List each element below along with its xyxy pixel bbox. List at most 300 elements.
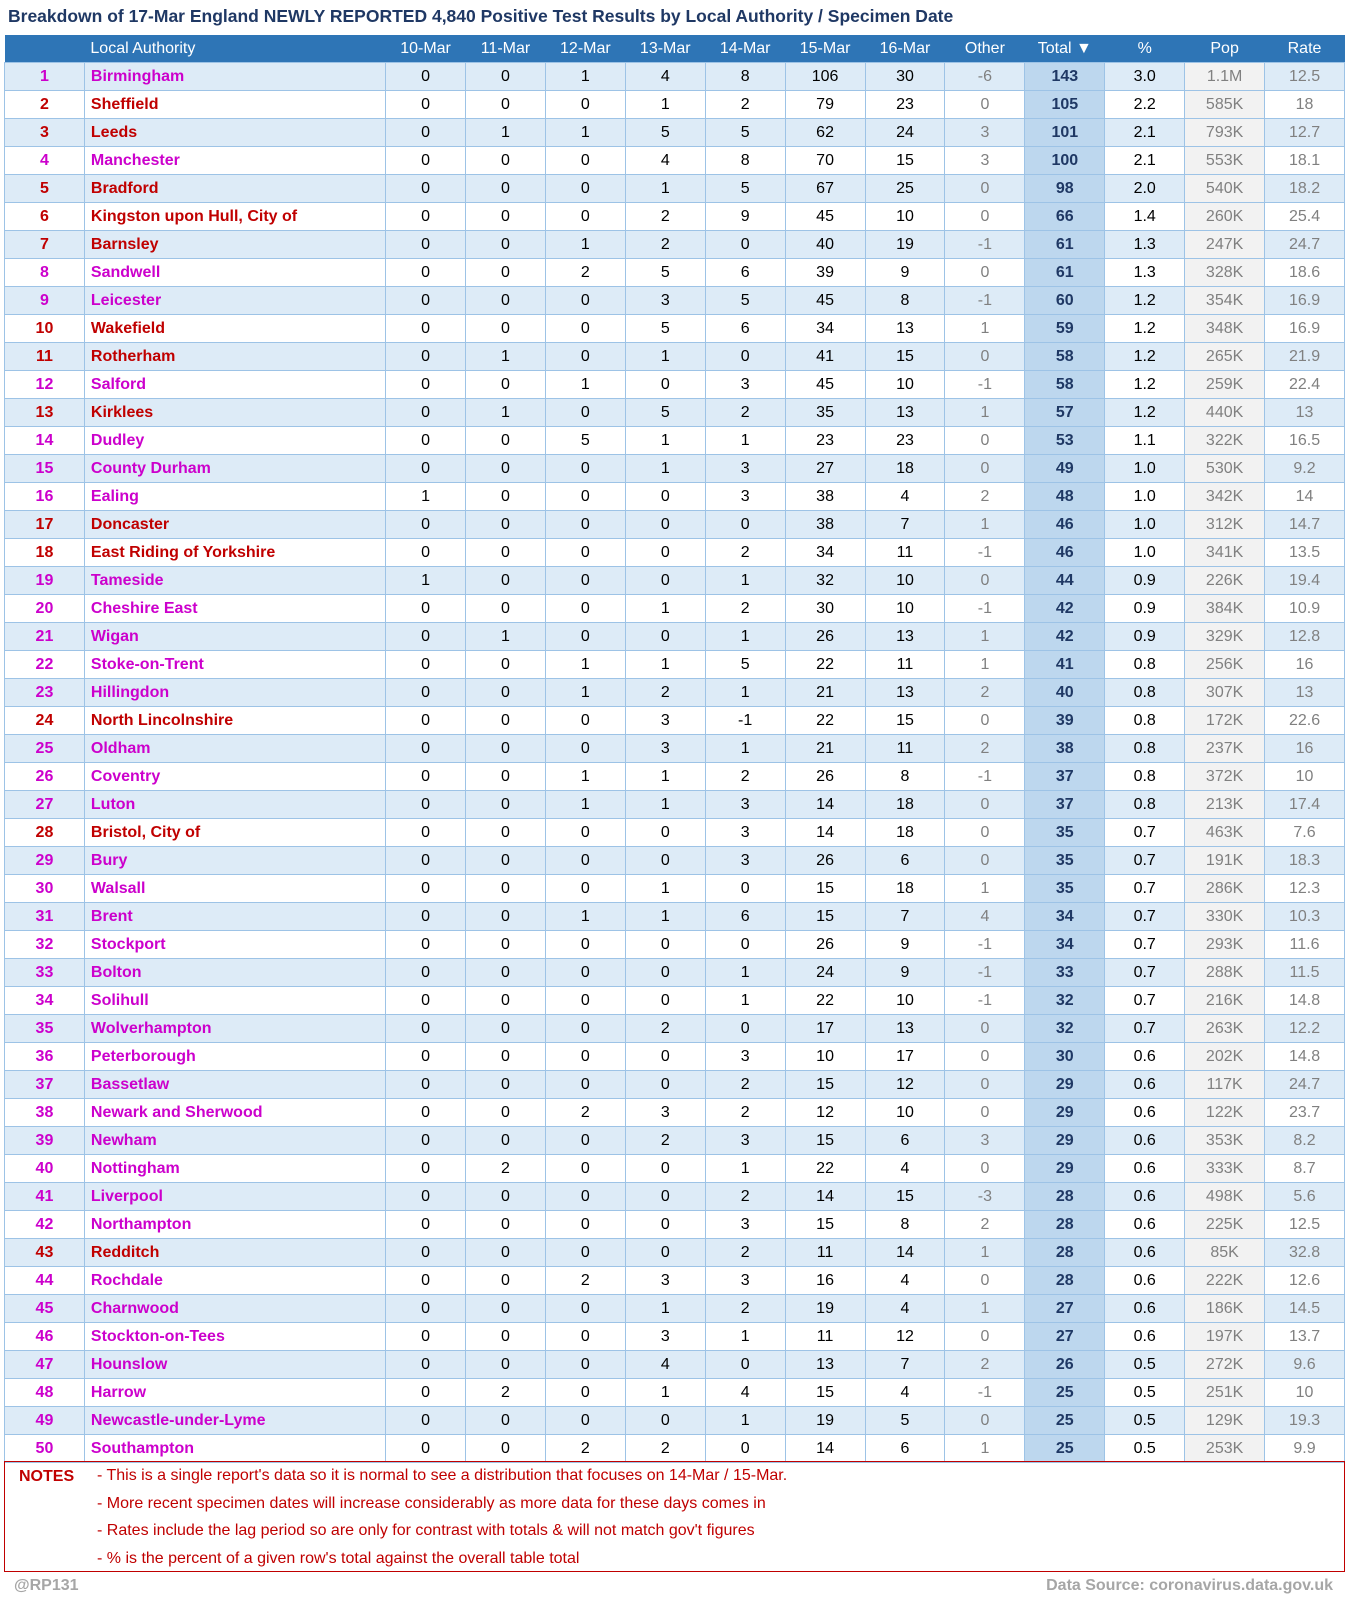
other-value: 0	[945, 1267, 1025, 1295]
day-value: 2	[705, 1295, 785, 1323]
day-value: 38	[785, 511, 865, 539]
authority-name: Doncaster	[84, 511, 385, 539]
header-12-mar[interactable]: 12-Mar	[545, 35, 625, 63]
day-value: 62	[785, 119, 865, 147]
day-value: 15	[785, 1379, 865, 1407]
day-value: 0	[545, 539, 625, 567]
day-value: 26	[785, 623, 865, 651]
percent-value: 0.8	[1105, 707, 1185, 735]
header-13-mar[interactable]: 13-Mar	[625, 35, 705, 63]
day-value: 0	[466, 1043, 546, 1071]
percent-value: 1.2	[1105, 287, 1185, 315]
rank-cell: 9	[5, 287, 85, 315]
day-value: 0	[545, 1351, 625, 1379]
day-value: 3	[625, 1267, 705, 1295]
rate-value: 8.7	[1265, 1155, 1345, 1183]
day-value: 0	[466, 1015, 546, 1043]
pop-value: 312K	[1185, 511, 1265, 539]
pop-value: 202K	[1185, 1043, 1265, 1071]
total-value: 29	[1025, 1071, 1105, 1099]
day-value: 0	[386, 959, 466, 987]
header-15-mar[interactable]: 15-Mar	[785, 35, 865, 63]
table-row	[5, 371, 1345, 399]
day-value: 0	[386, 371, 466, 399]
percent-value: 0.7	[1105, 1015, 1185, 1043]
day-value: 70	[785, 147, 865, 175]
day-value: 0	[466, 735, 546, 763]
other-value: 2	[945, 735, 1025, 763]
authority-name: Leicester	[84, 287, 385, 315]
rank-cell: 27	[5, 791, 85, 819]
day-value: 4	[625, 1351, 705, 1379]
percent-value: 0.7	[1105, 987, 1185, 1015]
rate-value: 7.6	[1265, 819, 1345, 847]
day-value: 22	[785, 651, 865, 679]
rank-cell: 36	[5, 1043, 85, 1071]
day-value: 8	[865, 1211, 945, 1239]
rank-cell: 4	[5, 147, 85, 175]
other-value: 1	[945, 1239, 1025, 1267]
rank-cell: 35	[5, 1015, 85, 1043]
other-value: -1	[945, 595, 1025, 623]
day-value: 0	[386, 63, 466, 91]
percent-value: 3.0	[1105, 63, 1185, 91]
total-value: 30	[1025, 1043, 1105, 1071]
other-value: 1	[945, 1295, 1025, 1323]
day-value: 0	[625, 567, 705, 595]
total-value: 37	[1025, 791, 1105, 819]
table-row	[5, 1127, 1345, 1155]
header-10-mar[interactable]: 10-Mar	[386, 35, 466, 63]
rank-cell: 16	[5, 483, 85, 511]
header-other[interactable]: Other	[945, 35, 1025, 63]
day-value: 0	[466, 147, 546, 175]
day-value: 1	[625, 595, 705, 623]
day-value: 10	[865, 371, 945, 399]
authority-name: East Riding of Yorkshire	[84, 539, 385, 567]
day-value: 45	[785, 203, 865, 231]
pop-value: 530K	[1185, 455, 1265, 483]
rate-value: 18.3	[1265, 847, 1345, 875]
table-row	[5, 91, 1345, 119]
total-value: 61	[1025, 259, 1105, 287]
percent-value: 1.0	[1105, 511, 1185, 539]
day-value: 21	[785, 679, 865, 707]
rank-cell: 8	[5, 259, 85, 287]
table-row	[5, 679, 1345, 707]
day-value: 34	[785, 315, 865, 343]
authority-name: Wolverhampton	[84, 1015, 385, 1043]
day-value: 0	[705, 343, 785, 371]
day-value: 2	[705, 399, 785, 427]
day-value: 0	[625, 959, 705, 987]
day-value: 0	[545, 567, 625, 595]
day-value: 9	[865, 259, 945, 287]
day-value: 5	[865, 1407, 945, 1435]
table-row	[5, 539, 1345, 567]
day-value: 0	[545, 595, 625, 623]
other-value: -6	[945, 63, 1025, 91]
pop-value: 197K	[1185, 1323, 1265, 1351]
day-value: 3	[705, 1127, 785, 1155]
day-value: 0	[466, 1183, 546, 1211]
day-value: 0	[466, 651, 546, 679]
day-value: 0	[466, 791, 546, 819]
authority-name: Luton	[84, 791, 385, 819]
other-value: 0	[945, 1407, 1025, 1435]
authority-name: Harrow	[84, 1379, 385, 1407]
authority-name: Wakefield	[84, 315, 385, 343]
day-value: 1	[625, 343, 705, 371]
day-value: 0	[466, 931, 546, 959]
rate-value: 12.8	[1265, 623, 1345, 651]
rank-cell: 22	[5, 651, 85, 679]
day-value: 17	[865, 1043, 945, 1071]
rate-value: 11.5	[1265, 959, 1345, 987]
total-value: 29	[1025, 1099, 1105, 1127]
other-value: 0	[945, 203, 1025, 231]
day-value: 0	[466, 539, 546, 567]
total-value: 35	[1025, 819, 1105, 847]
pop-value: 553K	[1185, 147, 1265, 175]
day-value: 0	[466, 259, 546, 287]
day-value: 7	[865, 1351, 945, 1379]
total-value: 58	[1025, 371, 1105, 399]
day-value: 0	[625, 819, 705, 847]
day-value: 8	[865, 763, 945, 791]
day-value: 11	[865, 735, 945, 763]
day-value: 5	[625, 399, 705, 427]
authority-name: Newham	[84, 1127, 385, 1155]
other-value: 1	[945, 651, 1025, 679]
header-11-mar[interactable]: 11-Mar	[466, 35, 546, 63]
day-value: 0	[625, 539, 705, 567]
day-value: 0	[545, 931, 625, 959]
day-value: 4	[625, 63, 705, 91]
rank-cell: 5	[5, 175, 85, 203]
rank-cell: 46	[5, 1323, 85, 1351]
pop-value: 585K	[1185, 91, 1265, 119]
day-value: 0	[466, 595, 546, 623]
day-value: 0	[386, 1435, 466, 1463]
rate-value: 10	[1265, 1379, 1345, 1407]
day-value: 4	[865, 1267, 945, 1295]
rank-cell: 40	[5, 1155, 85, 1183]
day-value: 0	[466, 315, 546, 343]
day-value: 10	[865, 1099, 945, 1127]
day-value: 0	[386, 231, 466, 259]
day-value: 1	[545, 231, 625, 259]
page-title: Breakdown of 17-Mar England NEWLY REPORTED 4,840 Positive Test Results by Local Authority / Specimen Date	[8, 6, 954, 26]
day-value: 0	[386, 119, 466, 147]
rate-value: 9.2	[1265, 455, 1345, 483]
day-value: 0	[545, 875, 625, 903]
day-value: 2	[625, 231, 705, 259]
table-row	[5, 203, 1345, 231]
rank-cell: 41	[5, 1183, 85, 1211]
total-value: 105	[1025, 91, 1105, 119]
day-value: 5	[625, 259, 705, 287]
pop-value: 440K	[1185, 399, 1265, 427]
day-value: 0	[386, 1015, 466, 1043]
day-value: 0	[386, 903, 466, 931]
percent-value: 1.0	[1105, 455, 1185, 483]
pop-value: 322K	[1185, 427, 1265, 455]
pop-value: 341K	[1185, 539, 1265, 567]
day-value: 0	[386, 511, 466, 539]
day-value: 0	[466, 1211, 546, 1239]
day-value: 79	[785, 91, 865, 119]
day-value: 4	[865, 1379, 945, 1407]
rank-cell: 31	[5, 903, 85, 931]
header-rate[interactable]: Rate	[1265, 35, 1345, 63]
day-value: 1	[545, 651, 625, 679]
table-row	[5, 959, 1345, 987]
total-value: 61	[1025, 231, 1105, 259]
rate-value: 9.6	[1265, 1351, 1345, 1379]
total-value: 58	[1025, 343, 1105, 371]
rate-value: 19.3	[1265, 1407, 1345, 1435]
day-value: 0	[466, 63, 546, 91]
day-value: 0	[545, 623, 625, 651]
day-value: 22	[785, 1155, 865, 1183]
day-value: 1	[625, 1295, 705, 1323]
rank-cell: 17	[5, 511, 85, 539]
rate-value: 12.5	[1265, 63, 1345, 91]
pop-value: 540K	[1185, 175, 1265, 203]
authority-name: Hillingdon	[84, 679, 385, 707]
rate-value: 16.9	[1265, 287, 1345, 315]
day-value: 0	[466, 763, 546, 791]
table-row	[5, 175, 1345, 203]
other-value: -1	[945, 1379, 1025, 1407]
other-value: 0	[945, 1071, 1025, 1099]
day-value: 19	[785, 1295, 865, 1323]
rank-cell: 30	[5, 875, 85, 903]
day-value: 18	[865, 819, 945, 847]
header-pop[interactable]: Pop	[1185, 35, 1265, 63]
day-value: 1	[466, 343, 546, 371]
authority-name: Dudley	[84, 427, 385, 455]
day-value: 2	[466, 1379, 546, 1407]
table-row	[5, 1099, 1345, 1127]
day-value: 8	[705, 147, 785, 175]
day-value: 3	[705, 791, 785, 819]
authority-name: Sheffield	[84, 91, 385, 119]
day-value: 0	[545, 203, 625, 231]
day-value: 5	[625, 315, 705, 343]
other-value: 0	[945, 1015, 1025, 1043]
day-value: 1	[705, 735, 785, 763]
table-row	[5, 315, 1345, 343]
rate-value: 13.7	[1265, 1323, 1345, 1351]
table-row	[5, 483, 1345, 511]
day-value: 0	[545, 1015, 625, 1043]
day-value: 0	[386, 1323, 466, 1351]
total-value: 49	[1025, 455, 1105, 483]
day-value: 0	[386, 595, 466, 623]
rank-cell: 11	[5, 343, 85, 371]
total-value: 28	[1025, 1183, 1105, 1211]
day-value: 0	[705, 511, 785, 539]
day-value: 4	[865, 1155, 945, 1183]
other-value: 0	[945, 91, 1025, 119]
day-value: 1	[625, 763, 705, 791]
authority-name: Oldham	[84, 735, 385, 763]
day-value: 1	[625, 875, 705, 903]
pop-value: 247K	[1185, 231, 1265, 259]
header-local-authority[interactable]: Local Authority	[84, 35, 385, 63]
other-value: -1	[945, 931, 1025, 959]
day-value: 13	[865, 1015, 945, 1043]
day-value: 0	[466, 175, 546, 203]
day-value: 1	[705, 1407, 785, 1435]
other-value: 0	[945, 175, 1025, 203]
day-value: 13	[865, 399, 945, 427]
day-value: 0	[625, 371, 705, 399]
other-value: 1	[945, 511, 1025, 539]
day-value: 0	[545, 175, 625, 203]
percent-value: 0.7	[1105, 903, 1185, 931]
day-value: 0	[625, 1183, 705, 1211]
rate-value: 5.6	[1265, 1183, 1345, 1211]
percent-value: 1.2	[1105, 343, 1185, 371]
percent-value: 0.6	[1105, 1183, 1185, 1211]
authority-name: North Lincolnshire	[84, 707, 385, 735]
day-value: 11	[865, 539, 945, 567]
authority-name: Salford	[84, 371, 385, 399]
rank-cell: 6	[5, 203, 85, 231]
day-value: 0	[466, 847, 546, 875]
percent-value: 0.6	[1105, 1323, 1185, 1351]
rate-value: 12.5	[1265, 1211, 1345, 1239]
header-rank	[5, 35, 85, 63]
table-row	[5, 763, 1345, 791]
day-value: 19	[785, 1407, 865, 1435]
pop-value: 256K	[1185, 651, 1265, 679]
day-value: 0	[466, 1099, 546, 1127]
day-value: 2	[705, 91, 785, 119]
rate-value: 18.1	[1265, 147, 1345, 175]
day-value: 3	[705, 1267, 785, 1295]
day-value: 0	[625, 623, 705, 651]
other-value: 4	[945, 903, 1025, 931]
percent-value: 1.3	[1105, 259, 1185, 287]
day-value: 8	[705, 63, 785, 91]
day-value: 0	[386, 1239, 466, 1267]
pop-value: 793K	[1185, 119, 1265, 147]
table-row	[5, 987, 1345, 1015]
table-row	[5, 63, 1345, 91]
total-value: 32	[1025, 1015, 1105, 1043]
day-value: 2	[466, 1155, 546, 1183]
pop-value: 259K	[1185, 371, 1265, 399]
day-value: 12	[785, 1099, 865, 1127]
day-value: 3	[625, 287, 705, 315]
rate-value: 23.7	[1265, 1099, 1345, 1127]
total-value: 34	[1025, 903, 1105, 931]
table-row	[5, 1043, 1345, 1071]
note-item: - Rates include the lag period so are only for contrast with totals & will not match gov't figures	[97, 1522, 755, 1539]
day-value: 41	[785, 343, 865, 371]
day-value: 0	[545, 707, 625, 735]
day-value: 0	[466, 1239, 546, 1267]
percent-value: 2.1	[1105, 147, 1185, 175]
other-value: 0	[945, 1043, 1025, 1071]
percent-value: 0.6	[1105, 1043, 1185, 1071]
percent-value: 0.7	[1105, 931, 1185, 959]
day-value: 0	[466, 511, 546, 539]
day-value: 0	[386, 875, 466, 903]
rate-value: 18	[1265, 91, 1345, 119]
day-value: 0	[545, 399, 625, 427]
day-value: 15	[865, 343, 945, 371]
day-value: 1	[545, 903, 625, 931]
day-value: 0	[466, 1295, 546, 1323]
table-row	[5, 427, 1345, 455]
day-value: 6	[705, 903, 785, 931]
day-value: 40	[785, 231, 865, 259]
percent-value: 0.9	[1105, 567, 1185, 595]
rank-cell: 48	[5, 1379, 85, 1407]
day-value: 30	[865, 63, 945, 91]
other-value: 0	[945, 1155, 1025, 1183]
rank-cell: 18	[5, 539, 85, 567]
authority-name: Stockton-on-Tees	[84, 1323, 385, 1351]
header-14-mar[interactable]: 14-Mar	[705, 35, 785, 63]
total-value: 60	[1025, 287, 1105, 315]
rank-cell: 19	[5, 567, 85, 595]
pop-value: 85K	[1185, 1239, 1265, 1267]
header-16-mar[interactable]: 16-Mar	[865, 35, 945, 63]
rate-value: 32.8	[1265, 1239, 1345, 1267]
other-value: 0	[945, 427, 1025, 455]
table-row	[5, 623, 1345, 651]
day-value: 0	[386, 791, 466, 819]
day-value: 18	[865, 791, 945, 819]
day-value: 0	[386, 623, 466, 651]
day-value: 3	[705, 819, 785, 847]
rate-value: 17.4	[1265, 791, 1345, 819]
percent-value: 0.8	[1105, 763, 1185, 791]
day-value: 3	[625, 1099, 705, 1127]
percent-value: 0.6	[1105, 1295, 1185, 1323]
table-row	[5, 1435, 1345, 1463]
day-value: 0	[545, 315, 625, 343]
rank-cell: 12	[5, 371, 85, 399]
table-row	[5, 1071, 1345, 1099]
rate-value: 16	[1265, 735, 1345, 763]
total-value: 41	[1025, 651, 1105, 679]
day-value: 0	[386, 707, 466, 735]
day-value: 1	[545, 679, 625, 707]
table-row	[5, 343, 1345, 371]
header-percent[interactable]: %	[1105, 35, 1185, 63]
header-total-sort[interactable]: Total ▼	[1025, 35, 1105, 63]
day-value: 32	[785, 567, 865, 595]
other-value: 3	[945, 147, 1025, 175]
day-value: 0	[386, 1183, 466, 1211]
percent-value: 0.6	[1105, 1267, 1185, 1295]
day-value: 0	[545, 1155, 625, 1183]
day-value: 0	[625, 1211, 705, 1239]
day-value: 0	[466, 707, 546, 735]
pop-value: 372K	[1185, 763, 1265, 791]
day-value: 0	[545, 91, 625, 119]
day-value: 9	[705, 203, 785, 231]
table-row	[5, 707, 1345, 735]
total-value: 42	[1025, 623, 1105, 651]
